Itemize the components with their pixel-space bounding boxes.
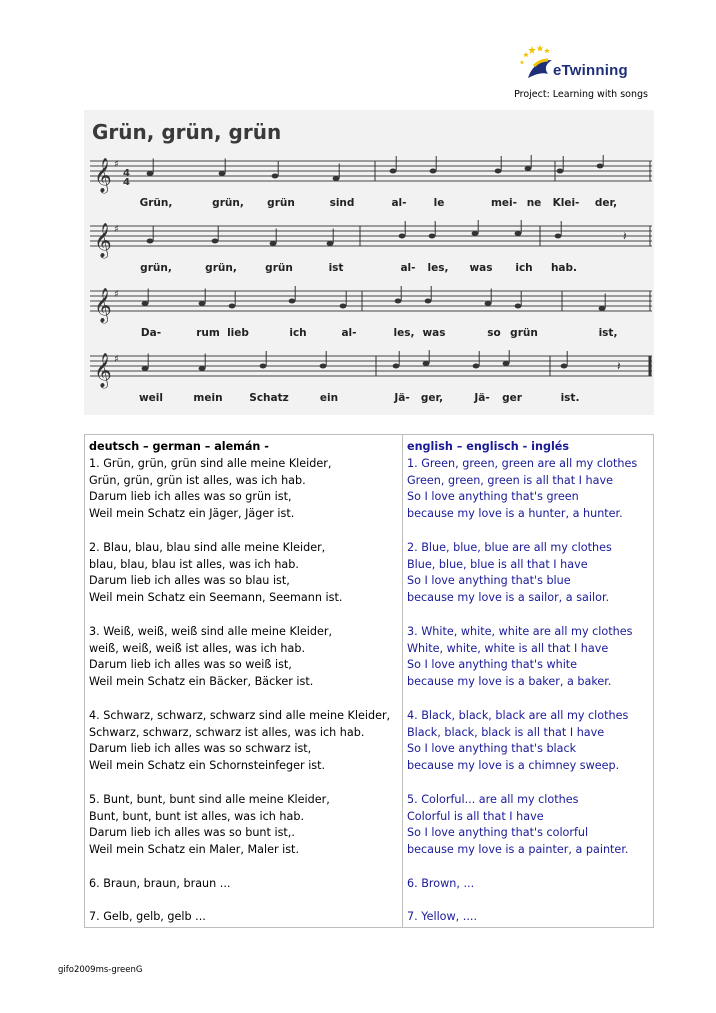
treble-clef-icon: 𝄞: [94, 158, 112, 193]
lyric-syllable: al-: [341, 327, 357, 339]
verse-gap: [407, 893, 637, 910]
german-verse-line: 7. Gelb, gelb, gelb ...: [89, 910, 206, 924]
english-verse-line: White, white, white is all that I have: [407, 641, 609, 655]
lyric-syllable: grün: [267, 197, 295, 209]
english-verse-line: So I love anything that's green: [407, 490, 579, 504]
note-head: [142, 301, 149, 306]
note-head: [272, 174, 279, 179]
english-verse-line: So I love anything that's colorful: [407, 826, 589, 840]
verse-gap: [89, 893, 390, 910]
english-verse-line: 5. Colorful... are all my clothes: [407, 792, 579, 806]
note-head: [503, 361, 510, 366]
lyric-syllable: mein: [193, 392, 223, 404]
german-verse-line: Weil mein Schatz ein Seemann, Seemann ist.: [89, 591, 343, 605]
lyric-syllable: Jä-: [474, 392, 490, 404]
rest-icon: 𝄽: [623, 229, 627, 243]
treble-clef-icon: 𝄞: [94, 288, 112, 323]
german-verse-line: blau, blau, blau ist alles, was ich hab.: [89, 557, 299, 571]
english-header: english – englisch - inglés: [407, 440, 570, 453]
note-head: [212, 239, 219, 244]
project-caption: Project: Learning with songs: [514, 89, 648, 100]
note-head: [147, 239, 154, 244]
german-verse-line: Schwarz, schwarz, schwarz ist alles, was ich hab.: [89, 725, 365, 739]
footer-code: gifo2009ms-greenG: [58, 965, 143, 975]
note-head: [429, 234, 436, 239]
english-column: [407, 439, 637, 926]
music-staff: [90, 220, 652, 280]
staff-lines: [90, 220, 652, 260]
time-signature: 4: [123, 168, 130, 179]
staff-lines: [90, 350, 652, 390]
english-verse-line: because my love is a baker, a baker.: [407, 675, 612, 689]
score-title: Grün, grün, grün: [92, 120, 282, 144]
english-verse-line: Blue, blue, blue is all that I have: [407, 557, 588, 571]
lyric-syllable: grün,: [212, 197, 244, 209]
lyrics-table: [84, 434, 654, 928]
note-head: [515, 304, 522, 309]
lyric-syllable: grün,: [140, 262, 172, 274]
lyric-syllable: grün: [510, 327, 538, 339]
english-verse-line: So I love anything that's blue: [407, 574, 571, 588]
lyric-syllable: lieb: [227, 327, 249, 339]
german-verse-line: Grün, grün, grün ist alles, was ich hab.: [89, 473, 306, 487]
music-score: [84, 110, 654, 415]
lyric-syllable: ger: [502, 392, 522, 404]
lyric-syllable: al-: [400, 262, 416, 274]
note-head: [219, 171, 226, 176]
staff-lines: [90, 155, 652, 195]
english-verse-line: because my love is a hunter, a hunter.: [407, 507, 623, 521]
note-head: [599, 306, 606, 311]
german-verse-line: weiß, weiß, weiß ist alles, was ich hab.: [89, 641, 306, 655]
note-head: [393, 364, 400, 369]
lyric-syllable: was: [422, 327, 446, 339]
english-verse-line: 1. Green, green, green are all my clothes: [407, 456, 638, 470]
german-header: deutsch – german – alemán -: [89, 440, 269, 453]
english-verse-line: 3. White, white, white are all my clothes: [407, 624, 633, 638]
english-verse-line: Green, green, green is all that I have: [407, 473, 613, 487]
lyric-syllable: ich: [289, 327, 307, 339]
note-head: [260, 364, 267, 369]
sharp-icon: ♯: [114, 159, 119, 170]
verse-gap: [407, 859, 637, 876]
music-staff: [90, 350, 652, 410]
note-head: [525, 166, 532, 171]
lyric-syllable: ist,: [598, 327, 618, 339]
english-verse-line: 2. Blue, blue, blue are all my clothes: [407, 540, 612, 554]
lyric-syllable: ist: [328, 262, 344, 274]
note-head: [423, 361, 430, 366]
german-verse-line: 3. Weiß, weiß, weiß sind alle meine Kleider,: [89, 624, 333, 638]
note-head: [199, 301, 206, 306]
lyric-syllable: der,: [594, 197, 618, 209]
german-verse-line: Darum lieb ich alles was so schwarz ist,: [89, 742, 312, 756]
note-head: [270, 241, 277, 246]
german-verse-line: 4. Schwarz, schwarz, schwarz sind alle meine Kleider,: [89, 708, 391, 722]
english-verse-line: because my love is a sailor, a sailor.: [407, 591, 610, 605]
lyric-syllable: ich: [515, 262, 533, 274]
note-head: [515, 231, 522, 236]
treble-clef-icon: 𝄞: [94, 223, 112, 258]
note-head: [340, 304, 347, 309]
verse-gap: [407, 607, 637, 624]
verse-gap: [89, 775, 390, 792]
note-head: [320, 364, 327, 369]
lyric-syllable: Schatz: [249, 392, 289, 404]
note-head: [142, 366, 149, 371]
lyric-syllable: was: [469, 262, 493, 274]
verse-gap: [89, 691, 390, 708]
music-staff: [90, 285, 652, 345]
german-verse-line: 6. Braun, braun, braun ...: [89, 876, 231, 890]
lyric-syllable: ein: [319, 392, 339, 404]
note-head: [390, 169, 397, 174]
english-verse-line: So I love anything that's black: [407, 742, 577, 756]
lyric-syllable: al-: [391, 197, 407, 209]
note-head: [485, 301, 492, 306]
note-head: [289, 299, 296, 304]
english-verse-line: 7. Yellow, ....: [407, 910, 478, 924]
sharp-icon: ♯: [114, 354, 119, 365]
treble-clef-icon: 𝄞: [94, 353, 112, 388]
note-head: [229, 304, 236, 309]
rest-icon: 𝄽: [617, 359, 621, 373]
english-verse-line: Black, black, black is all that I have: [407, 725, 605, 739]
english-verse-line: 4. Black, black, black are all my clothes: [407, 708, 629, 722]
german-verse-line: Weil mein Schatz ein Jäger, Jäger ist.: [89, 507, 295, 521]
german-verse-line: Darum lieb ich alles was so bunt ist,.: [89, 826, 295, 840]
note-head: [333, 176, 340, 181]
german-verse-line: Weil mein Schatz ein Maler, Maler ist.: [89, 843, 299, 857]
lyric-syllable: Grün,: [139, 197, 173, 209]
verse-gap: [407, 523, 637, 540]
lyric-syllable: grün,: [205, 262, 237, 274]
lyric-syllable: les,: [427, 262, 449, 274]
german-verse-line: Darum lieb ich alles was so grün ist,: [89, 490, 292, 504]
lyric-syllable: ist.: [560, 392, 580, 404]
note-head: [561, 364, 568, 369]
staff-lines: [90, 285, 652, 325]
english-verse-line: So I love anything that's white: [407, 658, 578, 672]
time-signature: 4: [123, 177, 130, 188]
sharp-icon: ♯: [114, 289, 119, 300]
lyric-syllable: les,: [393, 327, 415, 339]
note-head: [555, 234, 562, 239]
note-head: [395, 299, 402, 304]
note-head: [597, 164, 604, 169]
english-verse-line: because my love is a painter, a painter.: [407, 843, 629, 857]
german-verse-line: Darum lieb ich alles was so blau ist,: [89, 574, 290, 588]
verse-gap: [89, 859, 390, 876]
note-head: [473, 364, 480, 369]
note-head: [425, 299, 432, 304]
lyric-syllable: rum: [196, 327, 220, 339]
sharp-icon: ♯: [114, 224, 119, 235]
german-verse-line: 1. Grün, grün, grün sind alle meine Kleider,: [89, 456, 332, 470]
lyric-syllable: Da-: [140, 327, 162, 339]
lyric-syllable: Jä-: [394, 392, 410, 404]
english-verse-line: 6. Brown, ...: [407, 876, 475, 890]
column-divider: [402, 435, 403, 927]
german-verse-line: Weil mein Schatz ein Schornsteinfeger ist.: [89, 759, 326, 773]
note-head: [147, 171, 154, 176]
german-column: [89, 439, 390, 926]
lyric-syllable: sind: [329, 197, 355, 209]
lyric-syllable: le: [433, 197, 445, 209]
german-verse-line: Darum lieb ich alles was so weiß ist,: [89, 658, 292, 672]
verse-gap: [89, 607, 390, 624]
verse-gap: [89, 523, 390, 540]
note-head: [557, 169, 564, 174]
german-verse-line: 2. Blau, blau, blau sind alle meine Kleider,: [89, 540, 326, 554]
note-head: [199, 366, 206, 371]
etwinning-logo-text: eTwinning: [553, 62, 628, 79]
music-staff: [90, 155, 652, 215]
german-verse-line: 5. Bunt, bunt, bunt sind alle meine Kleider,: [89, 792, 330, 806]
note-head: [327, 241, 334, 246]
lyric-syllable: so: [487, 327, 501, 339]
lyric-syllable: hab.: [550, 262, 578, 274]
lyric-syllable: ger,: [420, 392, 444, 404]
english-verse-line: because my love is a chimney sweep.: [407, 759, 620, 773]
english-verse-line: Colorful is all that I have: [407, 809, 544, 823]
german-verse-line: Bunt, bunt, bunt ist alles, was ich hab.: [89, 809, 305, 823]
lyric-syllable: ne: [526, 197, 542, 209]
note-head: [495, 169, 502, 174]
verse-gap: [407, 691, 637, 708]
etwinning-stars-icon: [518, 44, 558, 84]
etwinning-logo: [518, 40, 658, 90]
lyric-syllable: grün: [265, 262, 293, 274]
note-head: [472, 231, 479, 236]
verse-gap: [407, 775, 637, 792]
lyric-syllable: weil: [138, 392, 164, 404]
german-verse-line: Weil mein Schatz ein Bäcker, Bäcker ist.: [89, 675, 314, 689]
note-head: [399, 234, 406, 239]
lyric-syllable: mei-: [490, 197, 518, 209]
lyric-syllable: Klei-: [552, 197, 580, 209]
note-head: [430, 169, 437, 174]
